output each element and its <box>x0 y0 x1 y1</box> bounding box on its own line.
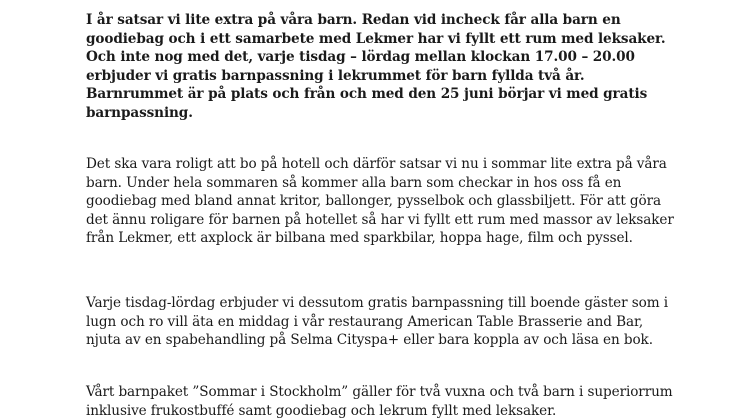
body-paragraph-2: Varje tisdag-lördag erbjuder vi dessutom gratis barnpassning till boende gäster som i lugn och ro vill äta en middag i vår restaurang American Table Brasserie and Bar, njuta av en spabehandling på Selma Cityspa+ eller bara koppla av och läsa en bok. <box>86 295 668 349</box>
body-paragraph-3: Vårt barnpaket ”Sommar i Stockholm” gäller för två vuxna och två barn i superiorrum inklusive frukostbuffé samt goodiebag och lekrum fyllt med leksaker. <box>86 384 673 419</box>
body-paragraph-1: Det ska vara roligt att bo på hotell och därför satsar vi nu i sommar lite extra på våra barn. Under hela sommaren så kommer alla barn som checkar in hos oss få en goodiebag med bland annat kritor, ballonger, pysselbok och glassbiljett. För att göra det ännu roligare för barnen på hotellet så har vi fyllt ett rum med massor av leksaker från Lekmer, ett axplock är bilbana med sparkbilar, hoppa hage, film och pyssel. <box>86 156 674 247</box>
lead-paragraph: I år satsar vi lite extra på våra barn. Redan vid incheck får alla barn en goodiebag och i ett samarbete med Lekmer har vi fyllt ett rum med leksaker. Och inte nog med det, varje tisdag – lördag mellan klockan 17.00 – 20.00 erbjuder vi gratis barnpassning i lekrummet för barn fyllda två år. Barnrummet är på plats och från och med den 25 juni börjar vi med gratis barnpassning. <box>86 12 666 121</box>
